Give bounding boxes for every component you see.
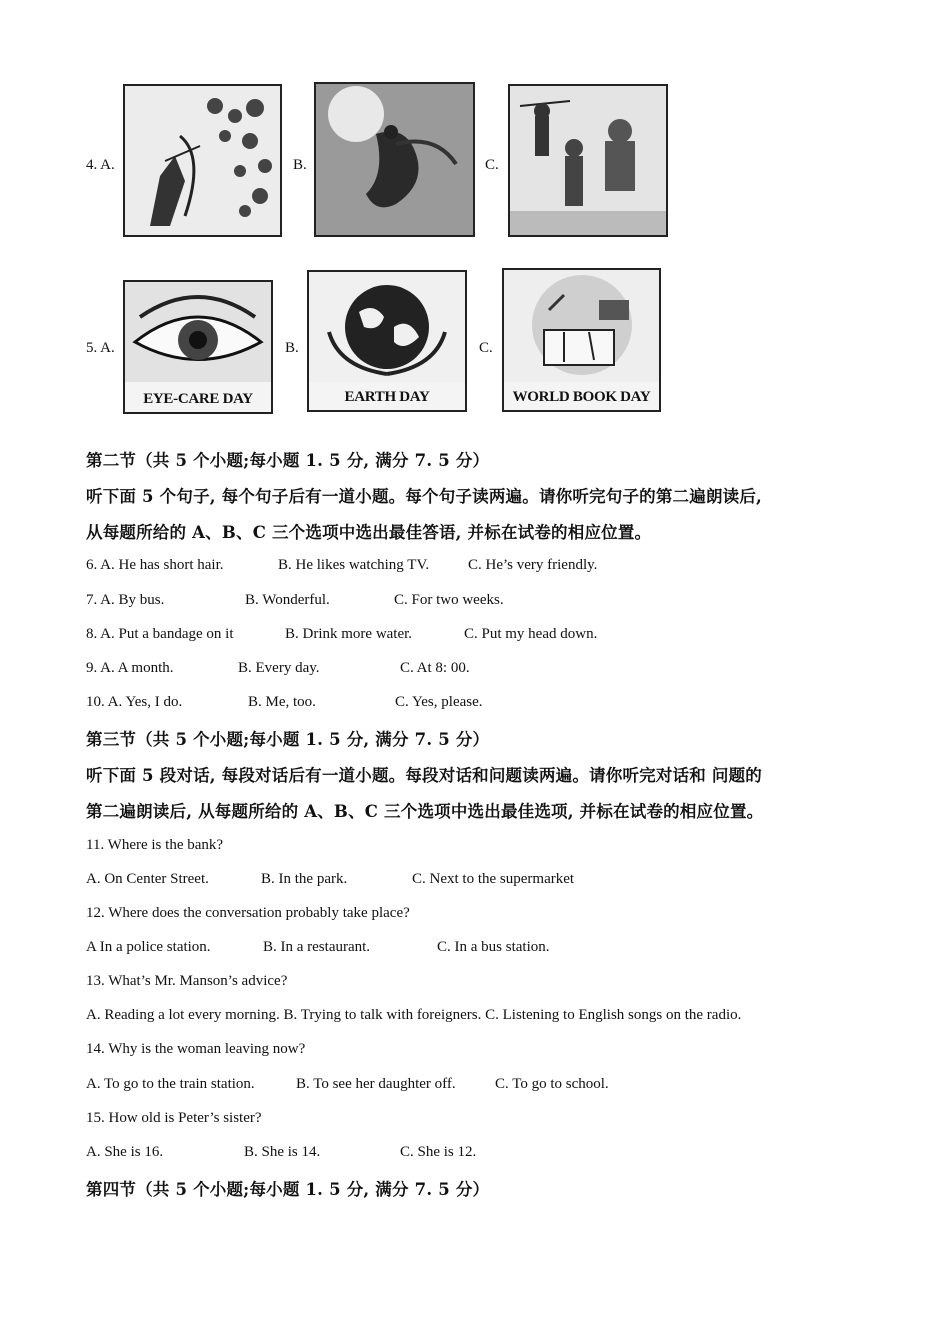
q5-label: 5. A. (86, 340, 115, 356)
q5-caption-c: WORLD BOOK DAY (512, 389, 651, 405)
q9-option-a: 9. A. A month. (86, 660, 174, 676)
q14-option-a: A. To go to the train station. (86, 1076, 255, 1092)
q10-option-c: C. Yes, please. (395, 694, 483, 710)
eye-icon (125, 282, 271, 382)
q4-label: 4. A. (86, 157, 115, 173)
q15-question: 15. How old is Peter’s sister? (86, 1110, 262, 1126)
books-icon (504, 270, 659, 382)
section3-title: 第三节（共 5 个小题;每小题 1. 5 分, 满分 7. 5 分） (86, 730, 490, 749)
q11-option-b: B. In the park. (261, 871, 348, 887)
q6-option-c: C. He’s very friendly. (468, 557, 598, 573)
q6-option-b: B. He likes watching TV. (278, 557, 430, 573)
q8-option-b: B. Drink more water. (285, 626, 413, 642)
q12-option-a: A In a police station. (86, 939, 211, 955)
q14-question: 14. Why is the woman leaving now? (86, 1041, 306, 1057)
q5-image-b (307, 270, 467, 412)
section2-title: 第二节（共 5 个小题;每小题 1. 5 分, 满分 7. 5 分） (86, 451, 490, 470)
q15-option-c: C. She is 12. (400, 1144, 477, 1160)
q11-option-a: A. On Center Street. (86, 871, 209, 887)
q14-option-b: B. To see her daughter off. (296, 1076, 456, 1092)
q11-option-c: C. Next to the supermarket (412, 871, 575, 887)
q12-option-c: C. In a bus station. (437, 939, 550, 955)
q13-question: 13. What’s Mr. Manson’s advice? (86, 973, 288, 989)
q10-option-a: 10. A. Yes, I do. (86, 694, 183, 710)
q6-option-a: 6. A. He has short hair. (86, 557, 224, 573)
q4-image-c (508, 84, 668, 237)
q8-option-c: C. Put my head down. (464, 626, 598, 642)
q12-option-b: B. In a restaurant. (263, 939, 371, 955)
q9-option-c: C. At 8: 00. (400, 660, 470, 676)
section2-instruction-2: 从每题所给的 A、B、C 三个选项中选出最佳答语, 并标在试卷的相应位置。 (86, 523, 652, 542)
q5-caption-a: EYE-CARE DAY (143, 391, 253, 407)
q4-c-label: C. (485, 157, 499, 173)
globe-icon (309, 272, 465, 382)
q14-option-c: C. To go to school. (495, 1076, 609, 1092)
q5-caption-b: EARTH DAY (344, 389, 430, 405)
section4-title: 第四节（共 5 个小题;每小题 1. 5 分, 满分 7. 5 分） (86, 1180, 490, 1199)
q4-image-b (314, 82, 475, 237)
q10-option-b: B. Me, too. (248, 694, 316, 710)
q9-option-b: B. Every day. (238, 660, 320, 676)
section3-instruction-1: 听下面 5 段对话, 每段对话后有一道小题。每段对话和问题读两遍。请你听完对话和 问题的 (86, 766, 763, 785)
q7-option-b: B. Wonderful. (245, 592, 330, 608)
q11-question: 11. Where is the bank? (86, 837, 224, 853)
section2-instruction-1: 听下面 5 个句子, 每个句子后有一道小题。每个句子读两遍。请你听完句子的第二遍朗读后, (86, 487, 763, 506)
q5-image-a (123, 280, 273, 414)
q8-option-a: 8. A. Put a bandage on it (86, 626, 234, 642)
people-scene-illustration (510, 86, 666, 235)
q4-image-a (123, 84, 282, 237)
q5-b-label: B. (285, 340, 299, 356)
archer-illustration (125, 86, 280, 235)
q5-image-c (502, 268, 661, 412)
q15-option-a: A. She is 16. (86, 1144, 164, 1160)
q7-option-c: C. For two weeks. (394, 592, 504, 608)
q4-b-label: B. (293, 157, 307, 173)
q7-option-a: 7. A. By bus. (86, 592, 165, 608)
q13-options: A. Reading a lot every morning. B. Trying to talk with foreigners. C. Listening to English songs on the radio. (86, 1007, 742, 1023)
section3-instruction-2: 第二遍朗读后, 从每题所给的 A、B、C 三个选项中选出最佳选项, 并标在试卷的相应位置。 (86, 802, 764, 821)
q12-question: 12. Where does the conversation probably take place? (86, 905, 410, 921)
moon-lady-illustration (316, 84, 473, 235)
q15-option-b: B. She is 14. (244, 1144, 321, 1160)
q5-c-label: C. (479, 340, 493, 356)
